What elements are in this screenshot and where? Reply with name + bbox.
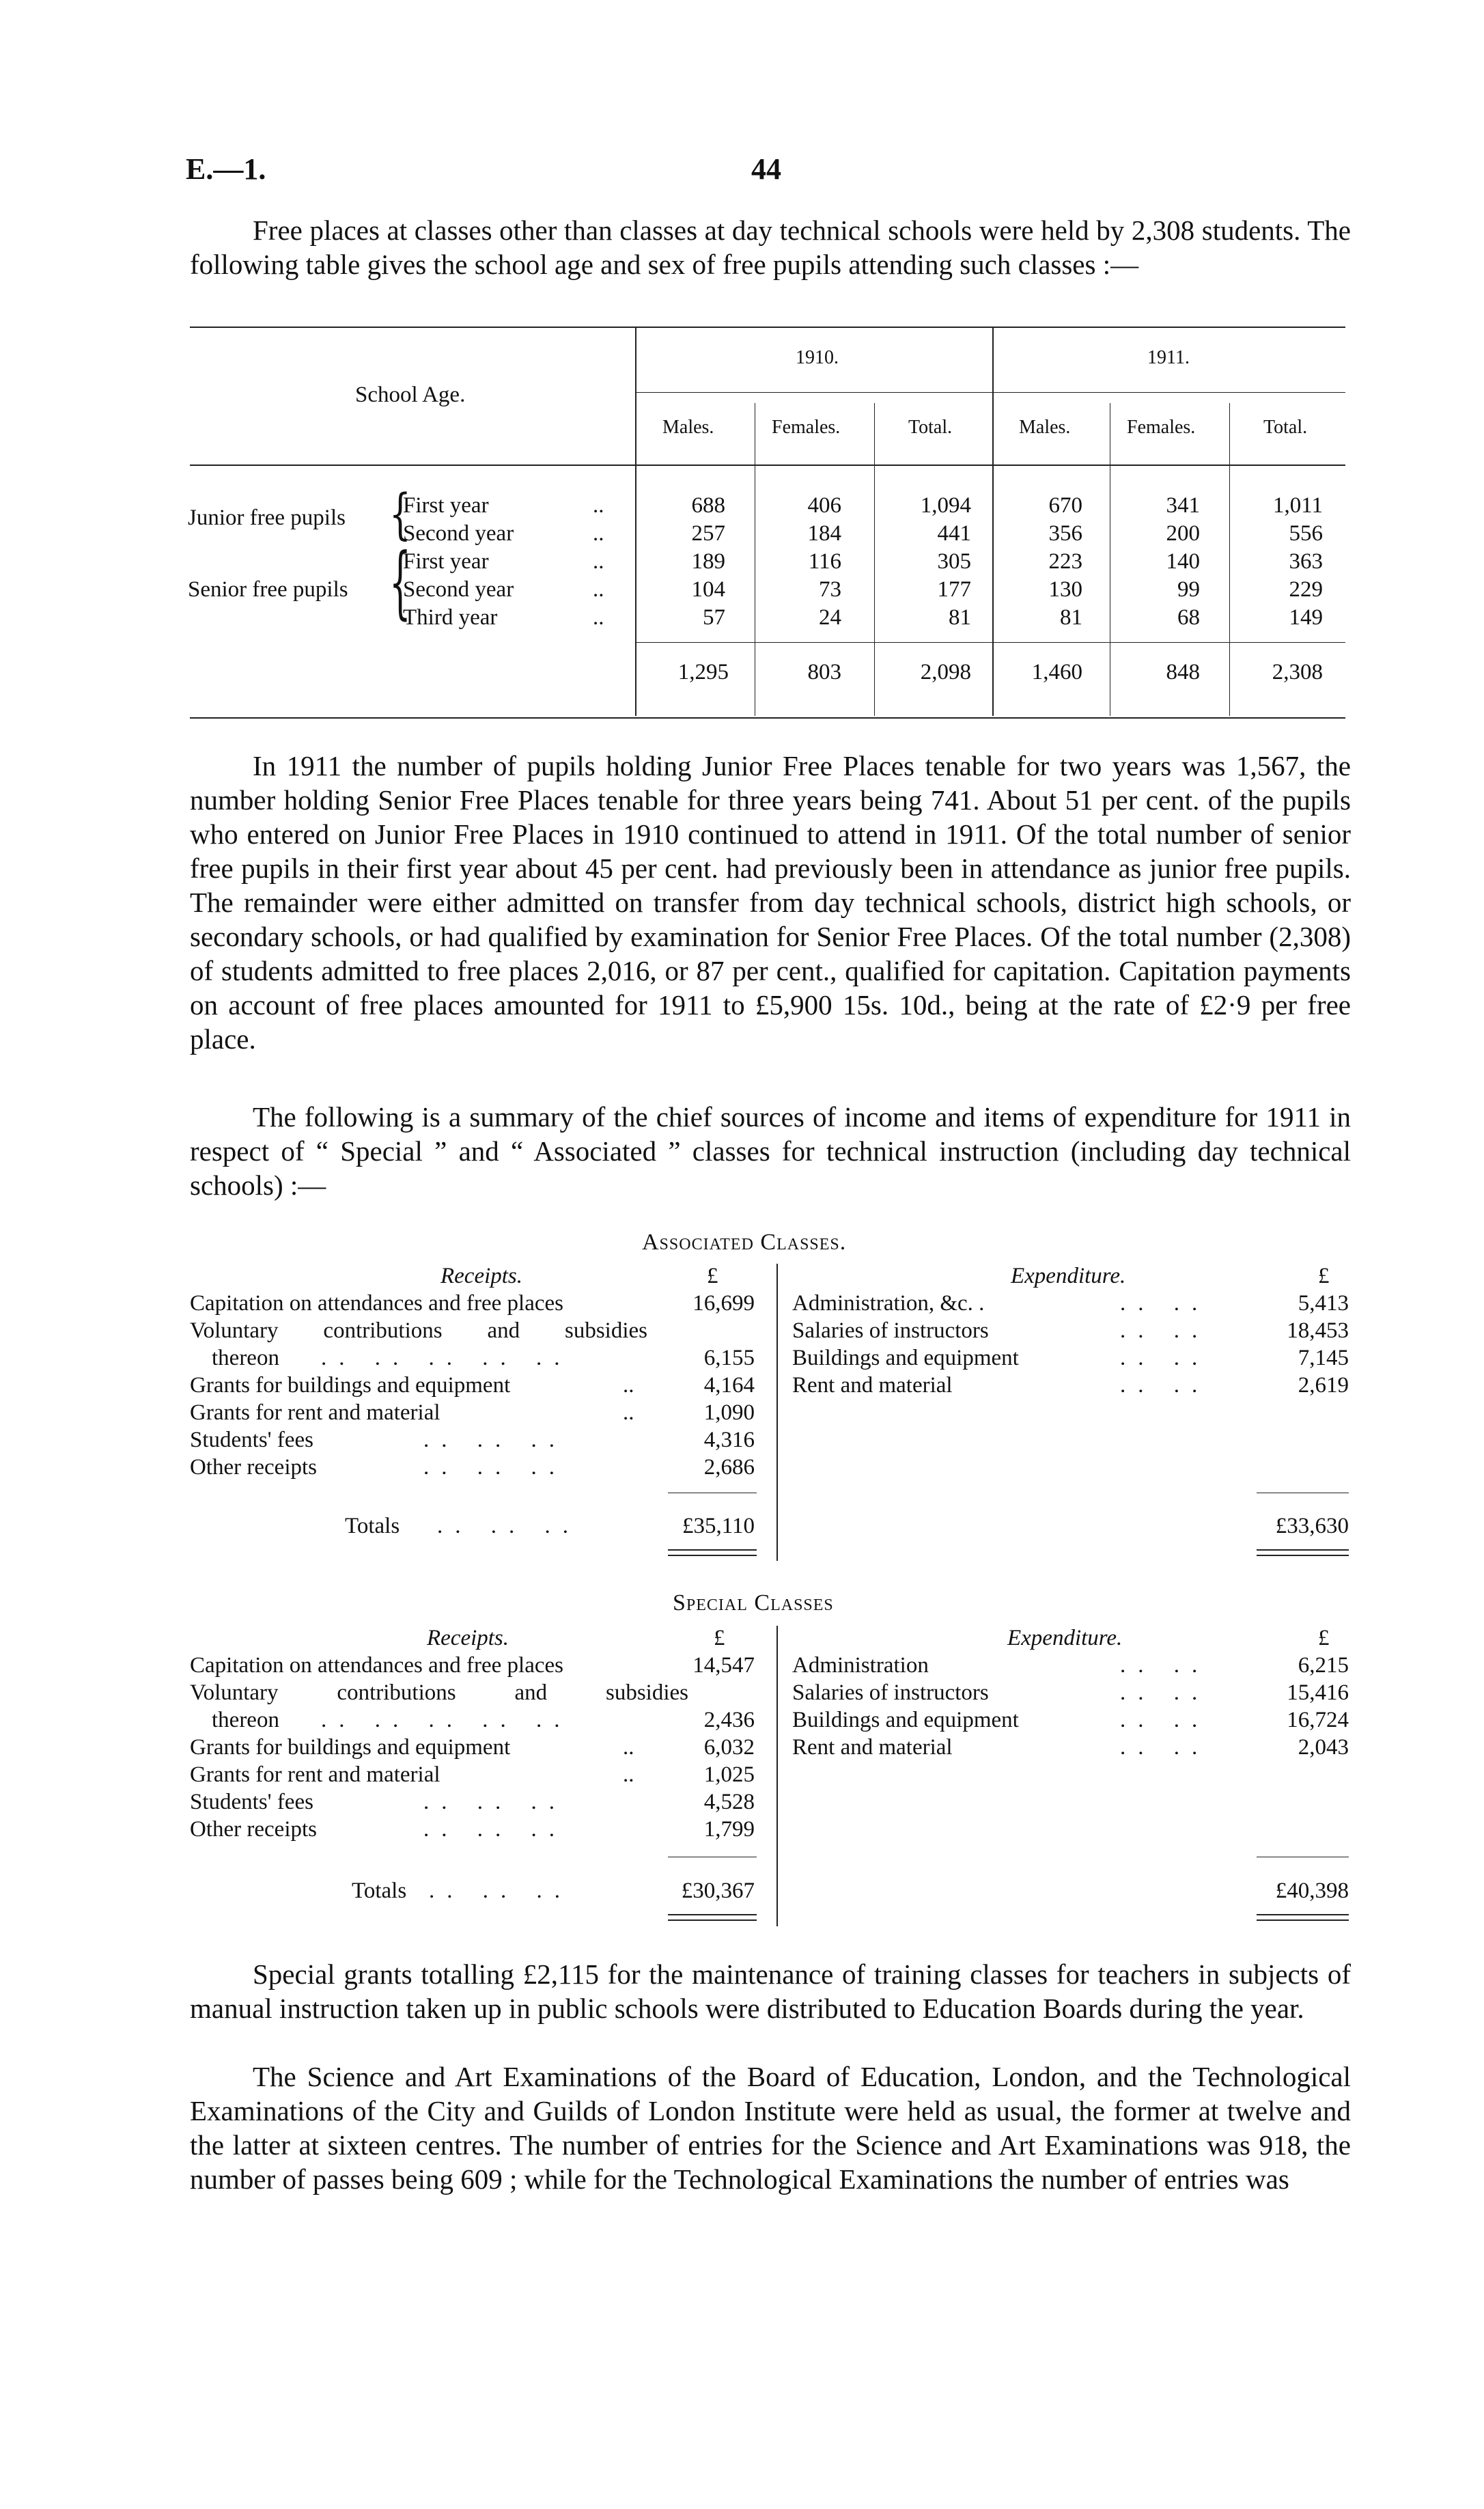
expenditure-value: 16,724	[1287, 1708, 1349, 1732]
table-cell: 184	[807, 521, 841, 546]
table-cell: 356	[1048, 521, 1082, 546]
table-top-rule	[190, 327, 1345, 328]
table-cell: 223	[1048, 549, 1082, 574]
table-cell: 229	[1289, 577, 1323, 602]
leader-dots: .. .. ..	[429, 1879, 572, 1903]
receipt-value: 1,799	[703, 1817, 755, 1842]
receipt-label: Voluntary contributions and subsidies	[190, 1680, 688, 1705]
leader-dots: .. ..	[1120, 1708, 1210, 1732]
table-cell: 406	[807, 493, 841, 518]
expenditure-label: Administration, &c. .	[792, 1291, 985, 1316]
expenditure-value: 2,619	[1298, 1373, 1349, 1398]
col-total-1910: Total.	[908, 417, 953, 438]
leader-dots: .. ..	[1120, 1735, 1210, 1760]
expenditure-value: 2,043	[1298, 1735, 1349, 1760]
receipt-value: 4,316	[703, 1428, 755, 1452]
leader-dots: .. ..	[1120, 1653, 1210, 1678]
receipt-label: thereon	[212, 1346, 279, 1370]
double-rule	[1257, 1555, 1349, 1556]
total-cell: 1,460	[1031, 660, 1082, 684]
row-label: Third year	[403, 605, 498, 630]
expenditure-label: Salaries of instructors	[792, 1318, 989, 1343]
table-cell: 688	[691, 493, 725, 518]
table-cell: 1,011	[1272, 493, 1323, 518]
col-females-1911: Females.	[1127, 417, 1196, 438]
expenditure-total: £40,398	[1275, 1879, 1349, 1903]
school-age-header: School Age.	[355, 383, 466, 407]
receipt-label: Students' fees	[190, 1790, 314, 1814]
table-bottom-rule	[190, 717, 1345, 719]
row-label: Second year	[403, 521, 514, 546]
table-sum-rule	[635, 642, 1345, 643]
table-cell: 177	[937, 577, 971, 602]
receipt-value: 16,699	[692, 1291, 755, 1316]
leader-dots: .. ..	[1120, 1291, 1210, 1316]
receipt-label: Grants for buildings and equipment	[190, 1373, 511, 1398]
receipt-label: Grants for buildings and equipment	[190, 1735, 511, 1760]
double-rule	[668, 1555, 757, 1556]
receipts-total: £35,110	[682, 1514, 755, 1538]
expenditure-value: 5,413	[1298, 1291, 1349, 1316]
col-males-1911: Males.	[1019, 417, 1071, 438]
receipt-value: 14,547	[692, 1653, 755, 1678]
table-cell: 341	[1166, 493, 1200, 518]
junior-group-label: Junior free pupils	[188, 505, 346, 530]
expenditure-header: Expenditure.	[1007, 1626, 1123, 1650]
leader-dots: .. .. .. .. ..	[321, 1708, 572, 1732]
table-cell: 116	[808, 549, 841, 574]
total-cell: 1,295	[677, 660, 729, 684]
total-cell: 803	[807, 660, 841, 684]
receipt-value: 2,686	[703, 1455, 755, 1480]
table-cell: 68	[1177, 605, 1200, 630]
table-cell: 57	[703, 605, 725, 630]
table-cell: 81	[949, 605, 971, 630]
total-cell: 848	[1166, 660, 1200, 684]
leader-dots: ..	[623, 1400, 634, 1425]
leader-dots: .. .. ..	[423, 1790, 567, 1814]
table-header-rule	[190, 465, 1345, 466]
table-cell: 104	[691, 577, 725, 602]
table-cell: 81	[1060, 605, 1082, 630]
section-title: Special Classes	[673, 1590, 834, 1616]
receipts-total: £30,367	[681, 1879, 755, 1903]
receipt-value: 4,528	[703, 1790, 755, 1814]
document-code: E.—1.	[186, 152, 266, 186]
double-rule	[668, 1914, 757, 1915]
column-divider	[776, 1626, 778, 1926]
leader-dots: ..	[623, 1735, 634, 1760]
leader-dots: .. ..	[1120, 1318, 1210, 1343]
table-cell: 670	[1048, 493, 1082, 518]
paragraph-text: The Science and Art Examinations of the Board of Education, London, and the Technological Examinations of the City and Guilds of London Institute were held as usual, the former at twelve and the latter at sixteen centres. The number of entries for the Science and Art Examinations was 918, the number of passes being 609 ; while for the Technological Examinations the number of entries was	[190, 2061, 1351, 2195]
expenditure-label: Salaries of instructors	[792, 1680, 989, 1705]
receipt-label: Capitation on attendances and free places	[190, 1291, 564, 1316]
table-vrule	[1229, 403, 1230, 716]
paragraph-special-grants	[190, 1957, 1351, 2025]
leader-dots: .. .. .. .. ..	[321, 1346, 572, 1370]
table-cell: 200	[1166, 521, 1200, 546]
leader-dots: .. ..	[1120, 1680, 1210, 1705]
paragraph-text: In 1911 the number of pupils holding Junior Free Places tenable for two years was 1,567, the number holding Senior Free Places tenable for three years being 741. About 51 per cent. of the pupils who entered on Junior Free Places in 1910 continued to attend in 1911. Of the total number of senior free pupils in their first year about 45 per cent. had previously been in attendance as junior free pupils. The remainder were either admitted on transfer from day technical schools, district high schools, or secondary schools, or had qualified by examination for Senior Free Places. Of the total number (2,308) of students admitted to free places 2,016, or 87 per cent., qualified for capitation. Capitation payments on account of free places amounted for 1911 to £5,900 15s. 10d., being at the rate of £2·9 per free place.	[190, 750, 1351, 1055]
double-rule	[668, 1919, 757, 1921]
expenditure-label: Administration	[792, 1653, 929, 1678]
column-divider	[776, 1264, 778, 1561]
total-cell: 2,098	[920, 660, 971, 684]
receipt-value: 4,164	[703, 1373, 755, 1398]
table-cell: 140	[1166, 549, 1200, 574]
table-cell: 73	[819, 577, 841, 602]
leader-dots: .. .. ..	[423, 1455, 567, 1480]
expenditure-value: 15,416	[1287, 1680, 1349, 1705]
table-cell: 363	[1289, 549, 1323, 574]
table-cell: 149	[1289, 605, 1323, 630]
table-cell: 257	[691, 521, 725, 546]
expenditure-label: Rent and material	[792, 1373, 953, 1398]
total-cell: 2,308	[1272, 660, 1323, 684]
table-vrule	[874, 403, 875, 716]
table-year-rule	[635, 392, 1345, 393]
receipt-label: Other receipts	[190, 1455, 317, 1480]
section-title: Associated Classes.	[642, 1230, 847, 1255]
leader-dots: .. ..	[1120, 1373, 1210, 1398]
leader-dots: .. ..	[1120, 1346, 1210, 1370]
double-rule	[1257, 1919, 1349, 1921]
row-label: First year	[403, 493, 489, 518]
col-females-1910: Females.	[772, 417, 841, 438]
leader-dots: ..	[593, 577, 604, 602]
receipt-label: Other receipts	[190, 1817, 317, 1842]
receipt-value: 6,155	[703, 1346, 755, 1370]
paragraph-text: The following is a summary of the chief sources of income and items of expenditure for 1911 in respect of “ Special ” and “ Associated ” classes for technical instruction (including day technical schools) :—	[190, 1101, 1351, 1201]
col-males-1910: Males.	[662, 417, 714, 438]
senior-group-label: Senior free pupils	[188, 577, 348, 602]
receipts-header: Receipts.	[427, 1626, 509, 1650]
intro-text: Free places at classes other than classes at day technical schools were held by 2,308 students. The following table gives the school age and sex of free pupils attending such classes :—	[190, 214, 1351, 280]
totals-label: Totals	[352, 1879, 407, 1903]
table-cell: 305	[937, 549, 971, 574]
leader-dots: ..	[623, 1373, 634, 1398]
page-number: 44	[751, 152, 781, 186]
expenditure-label: Rent and material	[792, 1735, 953, 1760]
leader-dots: .. .. ..	[437, 1514, 580, 1538]
expenditure-label: Buildings and equipment	[792, 1708, 1019, 1732]
currency-label: £	[707, 1264, 718, 1288]
expenditure-value: 18,453	[1287, 1318, 1349, 1343]
receipt-label: thereon	[212, 1708, 279, 1732]
receipt-label: Grants for rent and material	[190, 1400, 440, 1425]
receipt-value: 1,090	[703, 1400, 755, 1425]
receipt-label: Grants for rent and material	[190, 1762, 440, 1787]
totals-label: Totals	[345, 1514, 400, 1538]
year-1910-header: 1910.	[796, 347, 839, 368]
leader-dots: ..	[593, 549, 604, 574]
currency-label: £	[714, 1626, 725, 1650]
leader-dots: ..	[593, 605, 604, 630]
receipt-value: 6,032	[703, 1735, 755, 1760]
double-rule	[668, 1549, 757, 1551]
currency-label: £	[1318, 1626, 1330, 1650]
expenditure-label: Buildings and equipment	[792, 1346, 1019, 1370]
row-label: Second year	[403, 577, 514, 602]
table-cell: 1,094	[920, 493, 971, 518]
col-total-1911: Total.	[1263, 417, 1308, 438]
receipts-header: Receipts.	[440, 1264, 523, 1288]
brace-icon: {	[389, 536, 411, 628]
expenditure-total: £33,630	[1275, 1514, 1349, 1538]
receipt-value: 2,436	[703, 1708, 755, 1732]
intro-paragraph	[190, 213, 1351, 281]
row-label: First year	[403, 549, 489, 574]
receipt-label: Capitation on attendances and free places	[190, 1653, 564, 1678]
leader-dots: .. .. ..	[423, 1817, 567, 1842]
expenditure-value: 6,215	[1298, 1653, 1349, 1678]
leader-dots: ..	[593, 493, 604, 518]
receipt-label: Students' fees	[190, 1428, 314, 1452]
table-cell: 189	[691, 549, 725, 574]
double-rule	[1257, 1914, 1349, 1915]
receipt-value: 1,025	[703, 1762, 755, 1787]
paragraph-free-places	[190, 749, 1351, 1056]
table-cell: 556	[1289, 521, 1323, 546]
leader-dots: ..	[623, 1762, 634, 1787]
table-cell: 130	[1048, 577, 1082, 602]
leader-dots: ..	[593, 521, 604, 546]
paragraph-text: Special grants totalling £2,115 for the maintenance of training classes for teachers in subjects of manual instruction taken up in public schools were distributed to Education Boards during the year.	[190, 1958, 1351, 2024]
year-1911-header: 1911.	[1147, 347, 1190, 368]
table-cell: 24	[819, 605, 841, 630]
leader-dots: .. .. ..	[423, 1428, 567, 1452]
currency-label: £	[1318, 1264, 1330, 1288]
table-cell: 99	[1177, 577, 1200, 602]
expenditure-value: 7,145	[1298, 1346, 1349, 1370]
double-rule	[1257, 1549, 1349, 1551]
receipt-label: Voluntary contributions and subsidies	[190, 1318, 647, 1343]
expenditure-header: Expenditure.	[1011, 1264, 1126, 1288]
table-cell: 441	[937, 521, 971, 546]
paragraph-summary-intro	[190, 1100, 1351, 1202]
brace-icon: {	[389, 482, 411, 546]
paragraph-examinations	[190, 2060, 1351, 2196]
